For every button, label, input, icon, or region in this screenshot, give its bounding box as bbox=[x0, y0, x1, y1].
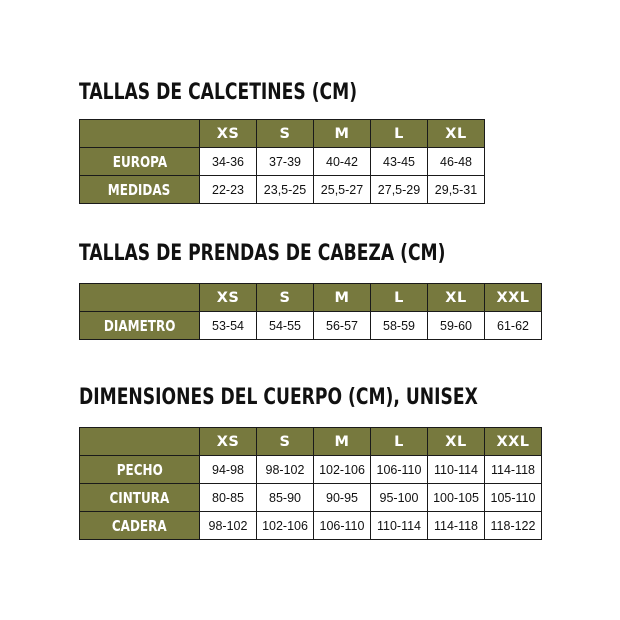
table-cell: 37-39 bbox=[257, 148, 314, 176]
table-cell: 106-110 bbox=[314, 512, 371, 540]
headwear-size-title: TALLAS DE PRENDAS DE CABEZA (CM) bbox=[79, 241, 446, 266]
table-cell: 23,5-25 bbox=[257, 176, 314, 204]
size-header: L bbox=[371, 284, 428, 312]
table-cell: 56-57 bbox=[314, 312, 371, 340]
table-cell: 102-106 bbox=[257, 512, 314, 540]
size-header: L bbox=[371, 428, 428, 456]
row-label bbox=[80, 512, 200, 540]
table-cell: 95-100 bbox=[371, 484, 428, 512]
size-header: XS bbox=[200, 120, 257, 148]
headwear-size-table bbox=[79, 283, 542, 340]
table-row bbox=[80, 484, 542, 512]
body-dimensions-title: DIMENSIONES DEL CUERPO (CM), UNISEX bbox=[79, 385, 478, 410]
table-cell: 98-102 bbox=[257, 456, 314, 484]
table-cell: 43-45 bbox=[371, 148, 428, 176]
size-header: S bbox=[257, 284, 314, 312]
table-row bbox=[80, 312, 542, 340]
table-cell: 110-114 bbox=[371, 512, 428, 540]
table-cell: 114-118 bbox=[428, 512, 485, 540]
size-header: XS bbox=[200, 428, 257, 456]
size-header: S bbox=[257, 120, 314, 148]
table-cell: 59-60 bbox=[428, 312, 485, 340]
size-header: XL bbox=[428, 428, 485, 456]
size-header: M bbox=[314, 120, 371, 148]
row-label bbox=[80, 456, 200, 484]
table-cell: 118-122 bbox=[485, 512, 542, 540]
size-header: XL bbox=[428, 284, 485, 312]
table-cell: 54-55 bbox=[257, 312, 314, 340]
table-cell: 27,5-29 bbox=[371, 176, 428, 204]
table-corner-cell bbox=[80, 120, 200, 148]
table-cell: 114-118 bbox=[485, 456, 542, 484]
table-corner-cell bbox=[80, 428, 200, 456]
row-label-text: MEDIDAS bbox=[108, 180, 171, 199]
table-cell: 102-106 bbox=[314, 456, 371, 484]
size-header: XS bbox=[200, 284, 257, 312]
body-dimensions-table bbox=[79, 427, 542, 540]
table-row bbox=[80, 456, 542, 484]
size-header: XL bbox=[428, 120, 485, 148]
row-label bbox=[80, 148, 200, 176]
table-cell: 61-62 bbox=[485, 312, 542, 340]
table-cell: 106-110 bbox=[371, 456, 428, 484]
table-row bbox=[80, 176, 485, 204]
size-header: M bbox=[314, 284, 371, 312]
table-cell: 46-48 bbox=[428, 148, 485, 176]
table-cell: 34-36 bbox=[200, 148, 257, 176]
table-cell: 100-105 bbox=[428, 484, 485, 512]
table-corner-cell bbox=[80, 284, 200, 312]
table-header-row bbox=[80, 284, 542, 312]
table-cell: 40-42 bbox=[314, 148, 371, 176]
table-cell: 80-85 bbox=[200, 484, 257, 512]
row-label bbox=[80, 176, 200, 204]
table-cell: 85-90 bbox=[257, 484, 314, 512]
socks-size-table bbox=[79, 119, 485, 204]
table-cell: 98-102 bbox=[200, 512, 257, 540]
table-cell: 58-59 bbox=[371, 312, 428, 340]
table-row bbox=[80, 512, 542, 540]
table-cell: 25,5-27 bbox=[314, 176, 371, 204]
table-header-row bbox=[80, 120, 485, 148]
table-cell: 22-23 bbox=[200, 176, 257, 204]
table-cell: 90-95 bbox=[314, 484, 371, 512]
table-cell: 29,5-31 bbox=[428, 176, 485, 204]
row-label bbox=[80, 312, 200, 340]
table-cell: 94-98 bbox=[200, 456, 257, 484]
row-label-text: DIAMETRO bbox=[103, 316, 176, 335]
table-cell: 110-114 bbox=[428, 456, 485, 484]
row-label-text: PECHO bbox=[116, 460, 163, 479]
size-header: XXL bbox=[485, 284, 542, 312]
row-label-text: CINTURA bbox=[109, 488, 170, 507]
size-header: XXL bbox=[485, 428, 542, 456]
size-header: M bbox=[314, 428, 371, 456]
size-header: L bbox=[371, 120, 428, 148]
table-cell: 105-110 bbox=[485, 484, 542, 512]
row-label-text: CADERA bbox=[112, 516, 167, 535]
row-label-text: EUROPA bbox=[112, 152, 167, 171]
row-label bbox=[80, 484, 200, 512]
socks-size-title: TALLAS DE CALCETINES (CM) bbox=[79, 80, 358, 105]
size-header: S bbox=[257, 428, 314, 456]
table-cell: 53-54 bbox=[200, 312, 257, 340]
table-header-row bbox=[80, 428, 542, 456]
table-row bbox=[80, 148, 485, 176]
